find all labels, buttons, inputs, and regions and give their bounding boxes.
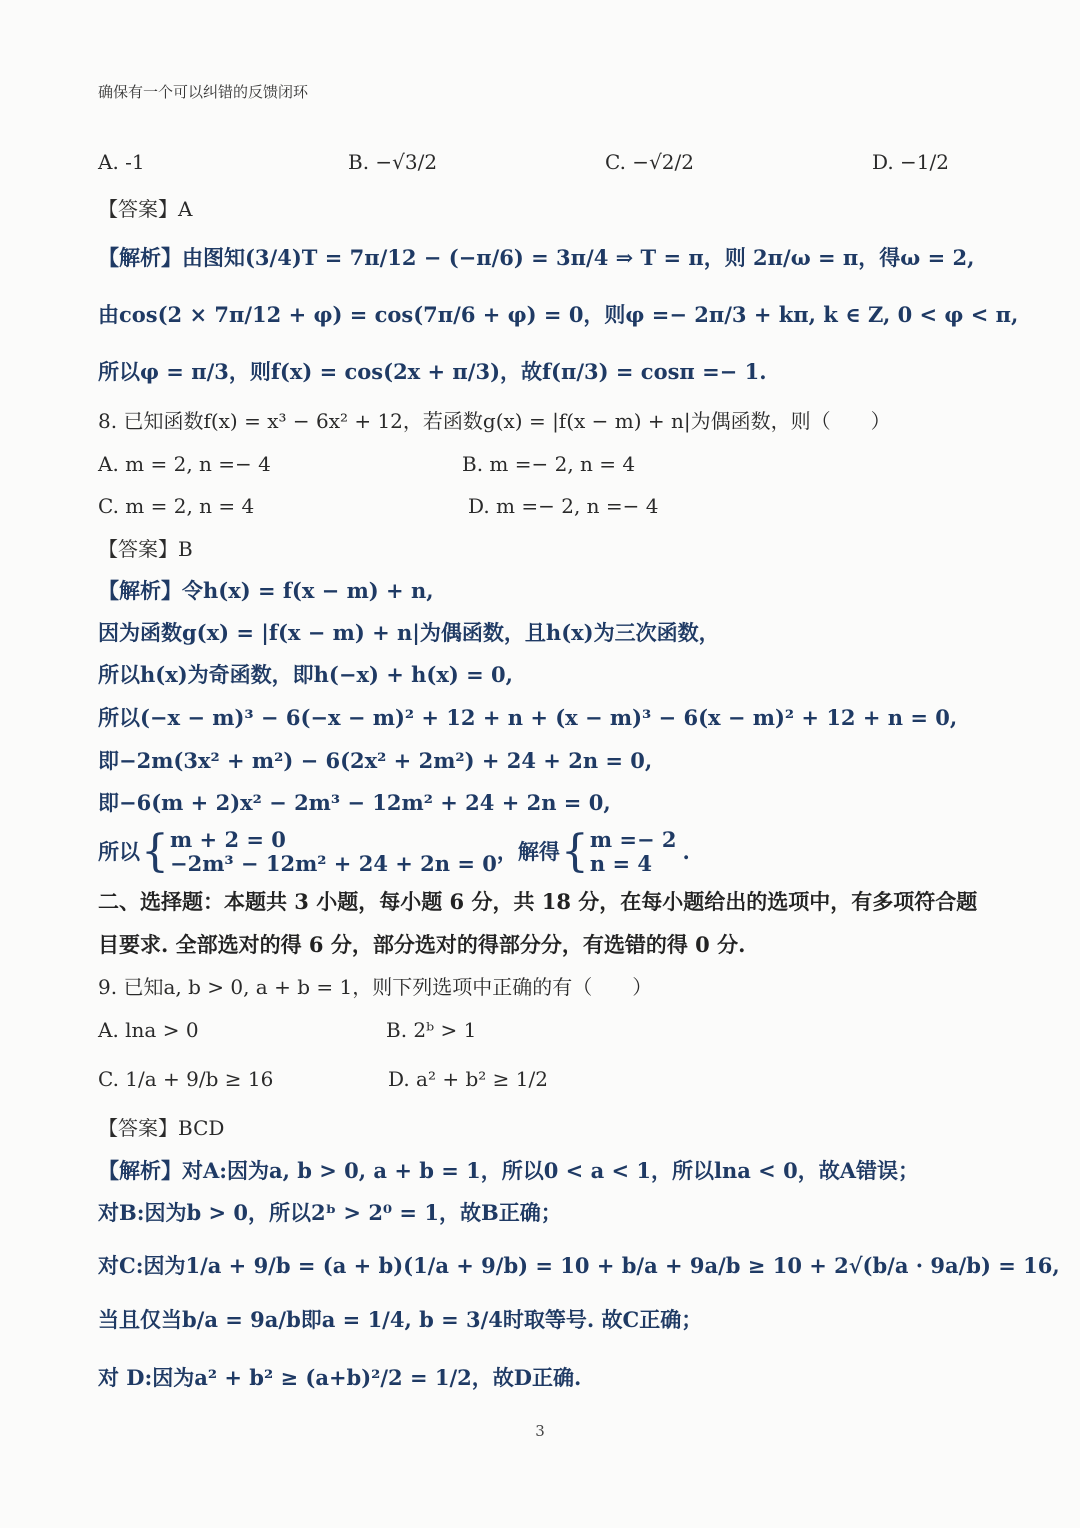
q8-analysis-line-1: 【解析】令h(x) = f(x − m) + n,	[98, 578, 434, 603]
q9-analysis-line-2: 对B:因为b > 0，所以2ᵇ > 2⁰ = 1，故B正确；	[98, 1200, 562, 1225]
q8-option-d: D. m =− 2, n =− 4	[468, 494, 659, 518]
q9-option-d: D. a² + b² ≥ 1/2	[388, 1067, 548, 1091]
q7-answer: 【答案】A	[98, 197, 193, 221]
q8-analysis-line-5: 即−2m(3x² + m²) − 6(2x² + 2m²) + 24 + 2n = 0,	[98, 748, 653, 773]
q8-answer: 【答案】B	[98, 537, 193, 561]
q8-option-a: A. m = 2, n =− 4	[98, 452, 271, 476]
q9-option-c: C. 1/a + 9/b ≥ 16	[98, 1067, 274, 1091]
q8-analysis-line-4: 所以(−x − m)³ − 6(−x − m)² + 12 + n + (x − m)³ − 6(x − m)² + 12 + n = 0,	[98, 705, 958, 730]
section-heading-line-1: 二、选择题：本题共 3 小题，每小题 6 分，共 18 分，在每小题给出的选项中，有多项符合题	[98, 889, 978, 914]
q8-analysis-line-7	[98, 828, 690, 880]
q7-option-a: A. -1	[98, 150, 145, 174]
page-number: 3	[535, 1422, 545, 1440]
q8-analysis-line-6: 即−6(m + 2)x² − 2m³ − 12m² + 24 + 2n = 0,	[98, 790, 611, 815]
q9-analysis-line-3: 对C:因为1/a + 9/b = (a + b)(1/a + 9/b) = 10 + b/a + 9a/b ≥ 10 + 2√(b/a · 9a/b) = 16,	[98, 1253, 1060, 1278]
system-equations	[170, 828, 497, 876]
q9-analysis-line-5: 对 D:因为a² + b² ≥ (a+b)²/2 = 1/2，故D正确.	[98, 1365, 582, 1390]
q7-option-b: B. −√3/2	[348, 150, 438, 174]
q9-analysis-line-4: 当且仅当b/a = 9a/b即a = 1/4, b = 3/4时取等号. 故C正确；	[98, 1307, 703, 1332]
system-eq-2: −2m³ − 12m² + 24 + 2n = 0	[170, 851, 497, 876]
q8-analysis-line-3: 所以h(x)为奇函数，即h(−x) + h(x) = 0,	[98, 662, 513, 687]
system-mid: ，解得	[496, 839, 560, 864]
system-lead: 所以	[98, 839, 140, 864]
q7-analysis-line-2: 由cos(2 × 7π/12 + φ) = cos(7π/6 + φ) = 0，则φ =− 2π/3 + kπ, k ∈ Z, 0 < φ < π,	[98, 302, 1019, 327]
page-header: 确保有一个可以纠错的反馈闭环	[98, 83, 309, 101]
q9-stem: 9. 已知a, b > 0, a + b = 1，则下列选项中正确的有（ ）	[98, 975, 653, 999]
q7-option-d: D. −1/2	[872, 150, 949, 174]
q9-answer: 【答案】BCD	[98, 1116, 225, 1140]
q8-stem: 8. 已知函数f(x) = x³ − 6x² + 12，若函数g(x) = |f(x − m) + n|为偶函数，则（ ）	[98, 409, 891, 433]
q8-analysis-line-2: 因为函数g(x) = |f(x − m) + n|为偶函数，且h(x)为三次函数，	[98, 620, 720, 645]
q8-option-b: B. m =− 2, n = 4	[462, 452, 636, 476]
q7-analysis-line-3: 所以φ = π/3，则f(x) = cos(2x + π/3)，故f(π/3) = cosπ =− 1.	[98, 359, 767, 384]
q9-analysis-line-1: 【解析】对A:因为a, b > 0, a + b = 1，所以0 < a < 1，所以lna < 0，故A错误；	[98, 1158, 919, 1183]
left-brace-icon: {	[141, 826, 169, 877]
solution-n: n = 4	[589, 851, 652, 876]
q9-option-a: A. lna > 0	[98, 1018, 199, 1042]
q8-option-c: C. m = 2, n = 4	[98, 494, 255, 518]
q9-option-b: B. 2ᵇ > 1	[386, 1018, 477, 1042]
system-solution	[590, 828, 677, 876]
solution-m: m =− 2	[589, 827, 677, 852]
system-tail: .	[682, 839, 690, 864]
q7-option-c: C. −√2/2	[605, 150, 694, 174]
system-eq-1: m + 2 = 0	[170, 827, 286, 852]
section-heading-line-2: 目要求. 全部选对的得 6 分，部分选对的得部分分，有选错的得 0 分.	[98, 932, 746, 957]
left-brace-icon: {	[560, 826, 589, 877]
q7-analysis-line-1: 【解析】由图知(3/4)T = 7π/12 − (−π/6) = 3π/4 ⇒ T = π，则 2π/ω = π，得ω = 2,	[98, 245, 975, 270]
